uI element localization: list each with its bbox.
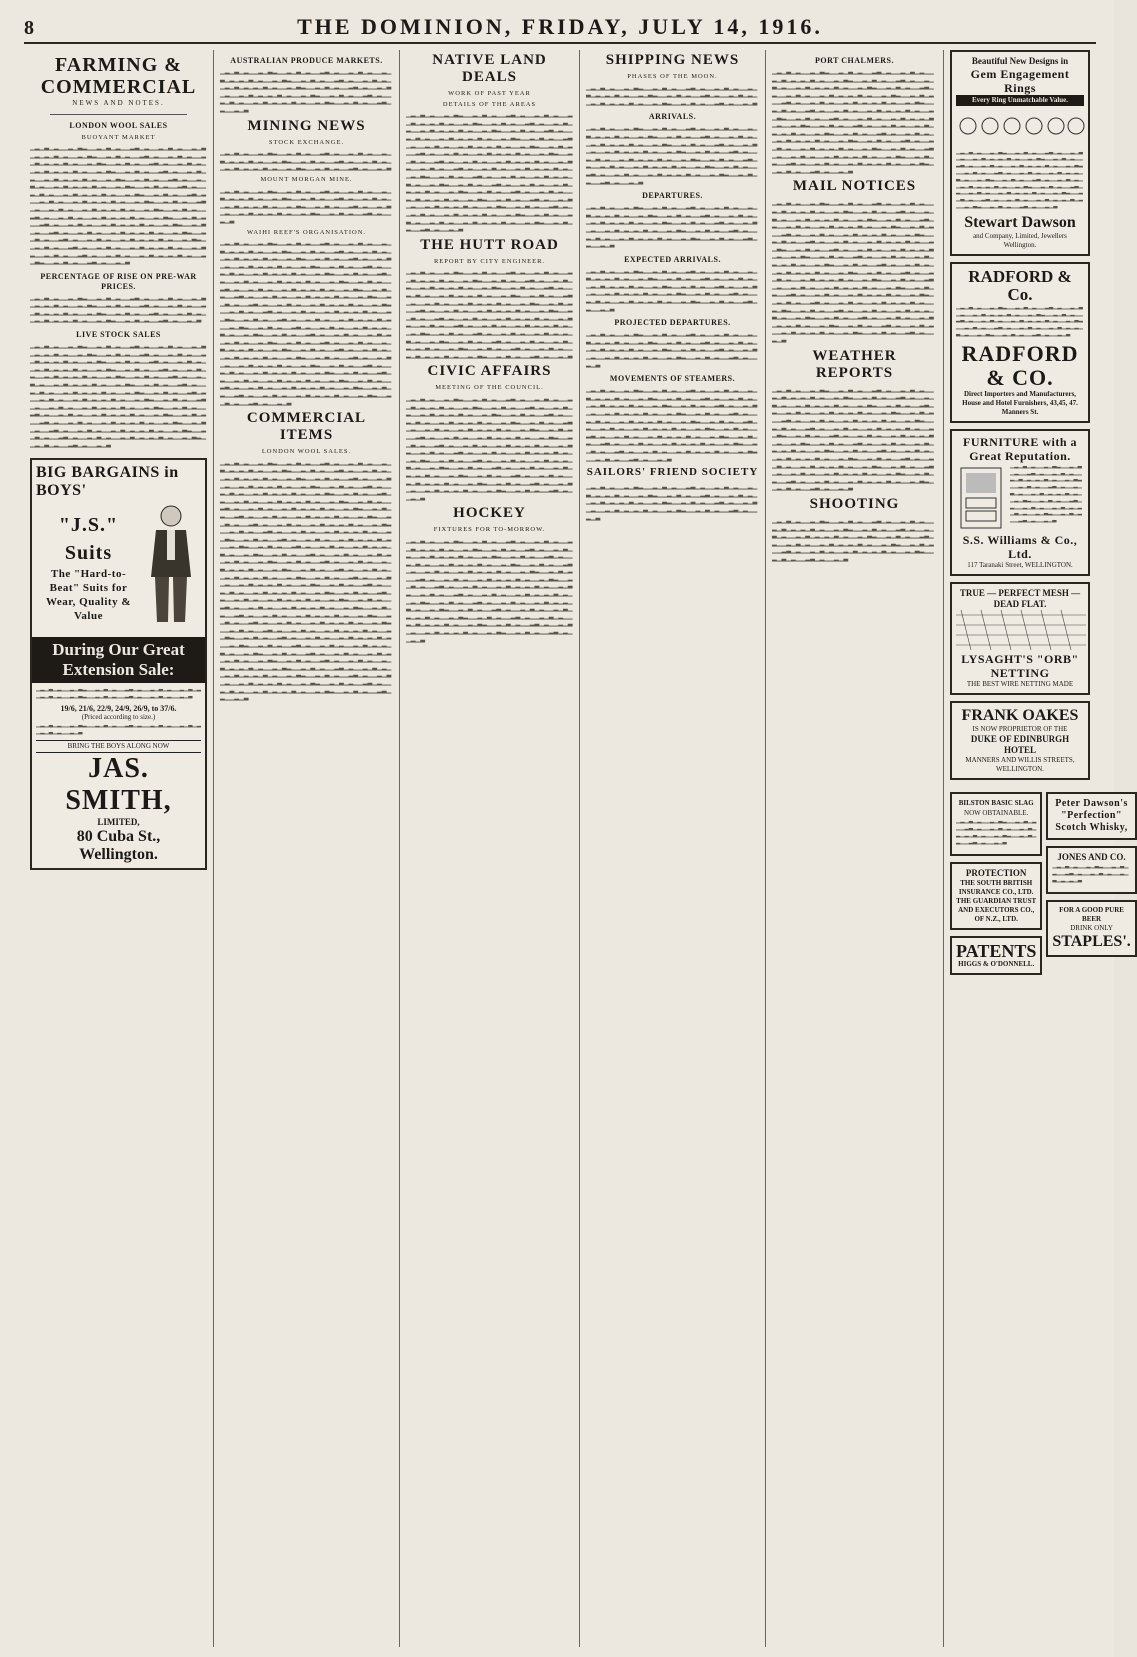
ad-williams-address: 117 Taranaki Street, WELLINGTON.	[967, 560, 1073, 569]
article-text: ▁▂▁▃▁▂▁▁▂▁▃▂▁▁▂▁▃▁▂▁▁▂▃▁▂▁▁▂▁▃▁▂▁▁▂▁▃▁▂▁▂▁▃▁▂▁▁▂▁▃▂▁▁▂▁▃▁▂▁▁▂▃▁▂▁▁▂▁▃▁▂▁▁▂▁▃▁▂▁▂▁▃▁▂▁▁▂▁▃▂▁▁▂▁▃▁▂▁▁▂▃▁▂▁▁▂▁▃	[586, 83, 758, 106]
headline-sailors-friend: SAILORS' FRIEND SOCIETY	[586, 466, 759, 479]
ad-patents-title: PATENTS	[956, 940, 1037, 961]
ad-frank-oakes-name: FRANK OAKES	[961, 707, 1079, 725]
article-text: ▁▂▁▃▁▂▁▁▂▁▃▂▁▁▂▁▃▁▂▁▁▂▃▁▂▁▁▂▁▃▁▂▁▁▂▁▃▁▂▁▂▁▃▁▂▁▁▂▁▃▂▁▁▂▁▃▁▂▁▁▂▃▁▂▁▁▂▁▃▁▂▁▁▂▁▃▁▂▁▂▁▃▁▂▁▁▂▁▃▂▁▁▂▁▃▁▂▁▁▂▃▁▂▁▁▂▁▃▁▂▁▁▂▁▃▁▂▁▂▁▃▁▂▁▁▂▁▃▂▁▁▂▁▃▁▂▁▁▂▃▁▂▁▁▂▁▃▁▂▁▁▂▁▃▁▂▁▂▁▃▁▂▁▁▂▁▃▂▁▁▂▁▃▁▂▁▁▂▃▁▂▁▁▂▁▃▁▂▁▁▂▁▃▁▂▁▂▁▃▁▂▁▁▂▁▃▂▁▁▂▁▃▁▂▁▁▂▃▁▂▁▁▂▁▃▁▂▁▁▂▁▃▁▂▁▂▁▃▁▂▁▁▂▁▃▂▁▁▂▁▃▁▂▁▁▂▃▁▂▁▁▂▁▃▁▂▁▁▂▁▃▁▂▁▂▁▃▁▂▁▁▂▁▃▂▁▁▂▁▃▁▂▁▁▂▃▁▂▁▁▂▁▃▁▂▁▁▂▁▃▁▂▁▂▁▃▁▂▁▁▂▁▃▂▁▁▂▁▃▁▂▁▁▂▃▁▂▁▁▂▁▃▁▂▁▁▂▁▃▁▂▁▂▁▃▁▂▁▁▂▁▃▂▁▁▂▁▃▁▂▁▁▂▃▁▂▁▁▂▁▃▁▂▁▁▂▁▃▁▂▁▂▁▃▁▂▁▁▂▁▃▂▁▁▂▁▃▁▂▁▁▂▃▁▂▁▁▂▁▃▁▂▁▁▂▁▃▁▂▁▂▁▃▁▂▁▁▂▁▃▂▁▁▂▁▃▁▂▁▁▂▃▁▂▁▁▂▁▃	[406, 536, 573, 643]
ad-staples: STAPLES'.	[1052, 932, 1131, 950]
ad-staples-beer	[1046, 900, 1136, 957]
ad-bring-boys: BRING THE BOYS ALONG NOW	[36, 740, 201, 753]
ad-patents	[950, 936, 1042, 975]
ad-prices-note: (Priced according to size.)	[81, 712, 156, 721]
ad-guardian-trust: THE GUARDIAN TRUST AND EXECUTORS CO., OF N.Z., LTD.	[956, 896, 1037, 923]
subhead-mount-morgan: MOUNT MORGAN MINE.	[260, 175, 353, 183]
article-text: ▁▂▁▃▁▂▁▁▂▁▃▂▁▁▂▁▃▁▂▁▁▂▃▁▂▁▁▂▁▃▁▂▁▁▂▁▃▁▂▁▂▁▃▁▂▁▁▂▁▃▂▁▁▂▁▃▁▂▁▁▂▃▁▂▁▁▂▁▃▁▂▁▁▂▁▃▁▂▁▂▁▃▁▂▁▁▂▁▃▂▁▁▂▁▃▁▂▁▁▂▃▁▂▁▁▂▁▃▁▂▁▁▂▁▃▁▂▁▂▁▃▁▂▁▁▂▁▃▂▁▁▂▁▃▁▂▁▁▂▃▁▂▁▁▂▁▃▁▂▁▁▂▁▃▁▂▁▂▁▃▁▂▁▁▂▁▃▂▁▁▂▁▃▁▂▁▁▂▃▁▂▁▁▂▁▃	[220, 68, 392, 113]
article-text: ▁▂▁▃▁▂▁▁▂▁▃▂▁▁▂▁▃▁▂▁▁▂▃▁▂▁▁▂▁▃▁▂▁▁▂▁▃▁▂▁▂▁▃▁▂▁▁▂▁▃▂▁▁▂▁▃▁▂▁▁▂▃▁▂▁▁▂▁▃▁▂▁▁▂▁▃▁▂▁▂▁▃▁▂▁▁▂▁▃▂▁▁▂▁▃▁▂▁▁▂▃▁▂▁▁▂▁▃▁▂▁▁▂▁▃▁▂▁▂▁▃▁▂▁▁▂▁▃▂▁▁▂▁▃▁▂▁▁▂▃▁▂▁▁▂▁▃▁▂▁▁▂▁▃▁▂▁▂▁▃▁▂▁▁▂▁▃▂▁▁▂▁▃▁▂▁▁▂▃▁▂▁▁▂▁▃▁▂▁▁▂▁▃▁▂▁▂▁▃▁▂▁▁▂▁▃▂▁▁▂▁▃▁▂▁▁▂▃▁▂▁▁▂▁▃▁▂▁▁▂▁▃▁▂▁▂▁▃▁▂▁▁▂▁▃▂▁▁▂▁▃▁▂▁▁▂▃▁▂▁▁▂▁▃▁▂▁▁▂▁▃▁▂▁▂▁▃▁▂▁▁▂▁▃▂▁▁▂▁▃▁▂▁▁▂▃▁▂▁▁▂▁▃▁▂▁▁▂▁▃▁▂▁▂▁▃▁▂▁▁▂▁▃▂▁▁▂▁▃▁▂▁▁▂▃▁▂▁▁▂▁▃	[586, 386, 758, 462]
article-text: ▁▂▁▃▁▂▁▁▂▁▃▂▁▁▂▁▃▁▂▁▁▂▃▁▂▁▁▂▁▃▁▂▁▁▂▁▃▁▂▁▂▁▃▁▂▁▁▂▁▃▂▁▁▂▁▃▁▂▁▁▂▃▁▂▁▁▂▁▃▁▂▁▁▂▁▃▁▂▁▂▁▃▁▂▁▁▂▁▃▂▁▁▂▁▃▁▂▁▁▂▃▁▂▁▁▂▁▃▁▂▁▁▂▁▃▁▂▁▂▁▃▁▂▁▁▂▁▃▂▁▁▂▁▃▁▂▁▁▂▃▁▂▁▁▂▁▃▁▂▁▁▂▁▃▁▂▁▂▁▃▁▂▁▁▂▁▃▂▁▁▂▁▃▁▂▁▁▂▃▁▂▁▁▂▁▃	[586, 266, 758, 312]
ad-radford	[950, 262, 1090, 423]
headline-commercial-items: COMMERCIAL ITEMS	[246, 410, 367, 444]
article-text: ▁▂▁▃▁▂▁▁▂▁▃▂▁▁▂▁▃▁▂▁▁▂▃▁▂▁▁▂▁▃▁▂▁▁▂▁▃▁▂▁▂▁▃▁▂▁▁▂▁▃▂▁▁▂▁▃▁▂▁▁▂▃▁▂▁▁▂▁▃▁▂▁▁▂▁▃▁▂▁▂▁▃▁▂▁▁▂▁▃▂▁▁▂▁▃▁▂▁▁▂▃▁▂▁▁▂▁▃▁▂▁▁▂▁▃▁▂▁▂▁▃▁▂▁▁▂▁▃▂▁▁▂▁▃▁▂▁▁▂▃▁▂▁▁▂▁▃▁▂▁▁▂▁▃▁▂▁▂▁▃▁▂▁▁▂▁▃▂▁▁▂▁▃▁▂▁▁▂▃▁▂▁▁▂▁▃▁▂▁▁▂▁▃▁▂▁▂▁▃▁▂▁▁▂▁▃▂▁▁▂▁▃▁▂▁▁▂▃▁▂▁▁▂▁▃▁▂▁▁▂▁▃▁▂▁▂▁▃▁▂▁▁▂▁▃▂▁▁▂▁▃▁▂▁▁▂▃▁▂▁▁▂▁▃▁▂▁▁▂▁▃▁▂▁▂▁▃▁▂▁▁▂▁▃▂▁▁▂▁▃▁▂▁▁▂▃▁▂▁▁▂▁▃▁▂▁▁▂▁▃▁▂▁▂▁▃▁▂▁▁▂▁▃▂▁▁▂▁▃▁▂▁▁▂▃▁▂▁▁▂▁▃▁▂▁▁▂▁▃▁▂▁▂▁▃▁▂▁▁▂▁▃▂▁▁▂▁▃▁▂▁▁▂▃▁▂▁▁▂▁▃▁▂▁▁▂▁▃▁▂▁▂▁▃▁▂▁▁▂▁▃▂▁▁▂▁▃▁▂▁▁▂▃▁▂▁▁▂▁▃▁▂▁▁▂▁▃▁▂▁▂▁▃▁▂▁▁▂▁▃▂▁▁▂▁▃▁▂▁▁▂▃▁▂▁▁▂▁▃	[772, 68, 934, 174]
page-number: 8	[24, 17, 34, 39]
subhead-details-areas: DETAILS OF THE AREAS	[442, 100, 537, 108]
ad-body: ▁▂▁▃▁▂▁▁▂▁▃▂▁▁▂▁▃▁▂▁▁▂▃▁▂▁▁▂▁▃▁▂▁▁▂▁▃▁▂▁▂▁▃▁▂▁▁▂▁▃▂▁▁▂▁▃▁▂▁▁▂▃▁▂▁▁▂▁▃▁▂▁▁▂▁▃▁▂▁▂▁▃▁▂▁▁▂▁▃▂▁▁▂▁▃▁▂▁▁▂▃▁▂▁▁▂▁▃▁▂▁▁▂▁▃▁▂▁▂▁▃▁▂▁▁▂▁▃▂▁▁▂▁▃▁▂▁▁▂▃▁▂▁▁▂▁▃▁▂▁▁▂▁▃▁▂▁▂▁▃▁▂▁▁▂▁▃▂▁▁▂▁▃▁▂▁▁▂▃▁▂▁▁▂▁▃▁▂▁▁▂▁▃▁▂▁▂▁▃▁▂▁▁▂▁▃▂▁▁▂▁▃▁▂▁▁▂▃▁▂▁▁▂▁▃▁▂▁▁▂▁▃▁▂▁▂▁▃▁▂▁▁▂▁▃▂▁▁▂▁▃▁▂▁▁▂▃▁▂▁▁▂▁▃	[956, 148, 1083, 209]
ad-bargains: BIG BARGAINS in BOYS'	[36, 464, 179, 500]
headline-shipping-news: SHIPPING NEWS	[605, 52, 740, 68]
ad-frank-oakes	[950, 701, 1090, 780]
ad-jas-smith	[30, 458, 207, 869]
ad-unmatchable: Every Ring Unmatchable Value.	[956, 95, 1084, 106]
subhead-waihi-reef: WAIHI REEF'S ORGANISATION.	[246, 228, 367, 236]
ad-body: ▁▂▁▃▁▂▁▁▂▁▃▂▁▁▂▁▃▁▂▁▁▂▃▁▂▁▁▂▁▃▁▂▁▁▂▁▃▁▂▁▂▁▃▁▂▁▁▂▁▃▂▁▁▂▁▃▁▂▁▁▂▃▁▂▁▁▂▁▃▁▂▁▁▂▁▃▁▂▁▂▁▃▁▂▁▁▂▁▃▂▁▁▂▁▃▁▂▁▁▂▃▁▂▁▁▂▁▃▁▂▁▁▂▁▃▁▂▁▂▁▃▁▂▁▁▂▁▃▂▁▁▂▁▃▁▂▁▁▂▃▁▂▁▁▂▁▃	[1010, 462, 1082, 524]
subhead-work-past-year: WORK OF PAST YEAR	[448, 90, 531, 97]
article-text: ▁▂▁▃▁▂▁▁▂▁▃▂▁▁▂▁▃▁▂▁▁▂▃▁▂▁▁▂▁▃▁▂▁▁▂▁▃▁▂▁▂▁▃▁▂▁▁▂▁▃▂▁▁▂▁▃▁▂▁▁▂▃▁▂▁▁▂▁▃▁▂▁▁▂▁▃▁▂▁▂▁▃▁▂▁▁▂▁▃▂▁▁▂▁▃▁▂▁▁▂▃▁▂▁▁▂▁▃▁▂▁▁▂▁▃▁▂▁▂▁▃▁▂▁▁▂▁▃▂▁▁▂▁▃▁▂▁▁▂▃▁▂▁▁▂▁▃▁▂▁▁▂▁▃▁▂▁▂▁▃▁▂▁▁▂▁▃▂▁▁▂▁▃▁▂▁▁▂▃▁▂▁▁▂▁▃▁▂▁▁▂▁▃▁▂▁▂▁▃▁▂▁▁▂▁▃▂▁▁▂▁▃▁▂▁▁▂▃▁▂▁▁▂▁▃▁▂▁▁▂▁▃▁▂▁▂▁▃▁▂▁▁▂▁▃▂▁▁▂▁▃▁▂▁▁▂▃▁▂▁▁▂▁▃▁▂▁▁▂▁▃▁▂▁▂▁▃▁▂▁▁▂▁▃▂▁▁▂▁▃▁▂▁▁▂▃▁▂▁▁▂▁▃▁▂▁▁▂▁▃▁▂▁▂▁▃▁▂▁▁▂▁▃▂▁▁▂▁▃▁▂▁▁▂▃▁▂▁▁▂▁▃▁▂▁▁▂▁▃▁▂▁▂▁▃▁▂▁▁▂▁▃▂▁▁▂▁▃▁▂▁▁▂▃▁▂▁▁▂▁▃▁▂▁▁▂▁▃▁▂▁▂▁▃▁▂▁▁▂▁▃▂▁▁▂▁▃▁▂▁▁▂▃▁▂▁▁▂▁▃▁▂▁▁▂▁▃▁▂▁▂▁▃▁▂▁▁▂▁▃▂▁▁▂▁▃▁▂▁▁▂▃▁▂▁▁▂▁▃	[406, 395, 573, 501]
article-text: ▁▂▁▃▁▂▁▁▂▁▃▂▁▁▂▁▃▁▂▁▁▂▃▁▂▁▁▂▁▃▁▂▁▁▂▁▃▁▂▁▂▁▃▁▂▁▁▂▁▃▂▁▁▂▁▃▁▂▁▁▂▃▁▂▁▁▂▁▃▁▂▁▁▂▁▃▁▂▁▂▁▃▁▂▁▁▂▁▃▂▁▁▂▁▃▁▂▁▁▂▃▁▂▁▁▂▁▃▁▂▁▁▂▁▃▁▂▁▂▁▃▁▂▁▁▂▁▃▂▁▁▂▁▃▁▂▁▁▂▃▁▂▁▁▂▁▃	[30, 293, 207, 324]
column-shipping	[580, 50, 766, 1647]
ad-higgs: HIGGS & O'DONNELL.	[958, 959, 1035, 968]
ad-gem-rings: Gem Engagement Rings	[970, 67, 1070, 95]
article-text: ▁▂▁▃▁▂▁▁▂▁▃▂▁▁▂▁▃▁▂▁▁▂▃▁▂▁▁▂▁▃▁▂▁▁▂▁▃▁▂▁▂▁▃▁▂▁▁▂▁▃▂▁▁▂▁▃▁▂▁▁▂▃▁▂▁▁▂▁▃▁▂▁▁▂▁▃▁▂▁▂▁▃▁▂▁▁▂▁▃▂▁▁▂▁▃▁▂▁▁▂▃▁▂▁▁▂▁▃▁▂▁▁▂▁▃▁▂▁▂▁▃▁▂▁▁▂▁▃▂▁▁▂▁▃▁▂▁▁▂▃▁▂▁▁▂▁▃▁▂▁▁▂▁▃▁▂▁▂▁▃▁▂▁▁▂▁▃▂▁▁▂▁▃▁▂▁▁▂▃▁▂▁▁▂▁▃	[586, 203, 758, 249]
article-text: ▁▂▁▃▁▂▁▁▂▁▃▂▁▁▂▁▃▁▂▁▁▂▃▁▂▁▁▂▁▃▁▂▁▁▂▁▃▁▂▁▂▁▃▁▂▁▁▂▁▃▂▁▁▂▁▃▁▂▁▁▂▃▁▂▁▁▂▁▃▁▂▁▁▂▁▃▁▂▁▂▁▃▁▂▁▁▂▁▃▂▁▁▂▁▃▁▂▁▁▂▃▁▂▁▁▂▁▃▁▂▁▁▂▁▃▁▂▁▂▁▃▁▂▁▁▂▁▃▂▁▁▂▁▃▁▂▁▁▂▃▁▂▁▁▂▁▃▁▂▁▁▂▁▃▁▂▁▂▁▃▁▂▁▁▂▁▃▂▁▁▂▁▃▁▂▁▁▂▃▁▂▁▁▂▁▃▁▂▁▁▂▁▃▁▂▁▂▁▃▁▂▁▁▂▁▃▂▁▁▂▁▃▁▂▁▁▂▃▁▂▁▁▂▁▃▁▂▁▁▂▁▃▁▂▁▂▁▃▁▂▁▁▂▁▃▂▁▁▂▁▃▁▂▁▁▂▃▁▂▁▁▂▁▃▁▂▁▁▂▁▃▁▂▁▂▁▃▁▂▁▁▂▁▃▂▁▁▂▁▃▁▂▁▁▂▃▁▂▁▁▂▁▃▁▂▁▁▂▁▃▁▂▁▂▁▃▁▂▁▁▂▁▃▂▁▁▂▁▃▁▂▁▁▂▃▁▂▁▁▂▁▃▁▂▁▁▂▁▃▁▂▁▂▁▃▁▂▁▁▂▁▃▂▁▁▂▁▃▁▂▁▁▂▃▁▂▁▁▂▁▃▁▂▁▁▂▁▃▁▂▁▂▁▃▁▂▁▁▂▁▃▂▁▁▂▁▃▁▂▁▁▂▃▁▂▁▁▂▁▃▁▂▁▁▂▁▃▁▂▁▂▁▃▁▂▁▁▂▁▃▂▁▁▂▁▃▁▂▁▁▂▃▁▂▁▁▂▁▃▁▂▁▁▂▁▃▁▂▁▂▁▃▁▂▁▁▂▁▃▂▁▁▂▁▃▁▂▁▁▂▃▁▂▁▁▂▁▃▁▂▁▁▂▁▃▁▂▁▂▁▃▁▂▁▁▂▁▃▂▁▁▂▁▃▁▂▁▁▂▃▁▂▁▁▂▁▃▁▂▁▁▂▁▃▁▂▁▂▁▃▁▂▁▁▂▁▃▂▁▁▂▁▃▁▂▁▁▂▃▁▂▁▁▂▁▃▁▂▁▁▂▁▃▁▂▁▂▁▃▁▂▁▁▂▁▃▂▁▁▂▁▃▁▂▁▁▂▃▁▂▁▁▂▁▃▁▂▁▁▂▁▃▁▂▁▂▁▃▁▂▁▁▂▁▃▂▁▁▂▁▃▁▂▁▁▂▃▁▂▁▁▂▁▃▁▂▁▁▂▁▃▁▂▁▂▁▃▁▂▁▁▂▁▃▂▁▁▂▁▃▁▂▁▁▂▃▁▂▁▁▂▁▃▁▂▁▁▂▁▃▁▂▁▂▁▃▁▂▁▁▂▁▃▂▁▁▂▁▃▁▂▁▁▂▃▁▂▁▁▂▁▃▁▂▁▁▂▁▃▁▂▁▂▁▃▁▂▁▁▂▁▃▂▁▁▂▁▃▁▂▁▁▂▃▁▂▁▁▂▁▃	[220, 239, 392, 406]
article-text: ▁▂▁▃▁▂▁▁▂▁▃▂▁▁▂▁▃▁▂▁▁▂▃▁▂▁▁▂▁▃▁▂▁▁▂▁▃▁▂▁▂▁▃▁▂▁▁▂▁▃▂▁▁▂▁▃▁▂▁▁▂▃▁▂▁▁▂▁▃▁▂▁▁▂▁▃▁▂▁▂▁▃▁▂▁▁▂▁▃▂▁▁▂▁▃▁▂▁▁▂▃▁▂▁▁▂▁▃▁▂▁▁▂▁▃▁▂▁▂▁▃▁▂▁▁▂▁▃▂▁▁▂▁▃▁▂▁▁▂▃▁▂▁▁▂▁▃▁▂▁▁▂▁▃▁▂▁▂▁▃▁▂▁▁▂▁▃▂▁▁▂▁▃▁▂▁▁▂▃▁▂▁▁▂▁▃	[772, 516, 934, 562]
ad-hard-to-beat: The "Hard-to-Beat" Suits for Wear, Quality & Value	[45, 568, 131, 623]
ad-south-british: THE SOUTH BRITISH INSURANCE CO., LTD.	[958, 878, 1034, 896]
article-text: ▁▂▁▃▁▂▁▁▂▁▃▂▁▁▂▁▃▁▂▁▁▂▃▁▂▁▁▂▁▃▁▂▁▁▂▁▃▁▂▁▂▁▃▁▂▁▁▂▁▃▂▁▁▂▁▃▁▂▁▁▂▃▁▂▁▁▂▁▃▁▂▁▁▂▁▃▁▂▁▂▁▃▁▂▁▁▂▁▃▂▁▁▂▁▃▁▂▁▁▂▃▁▂▁▁▂▁▃▁▂▁▁▂▁▃▁▂▁▂▁▃▁▂▁▁▂▁▃▂▁▁▂▁▃▁▂▁▁▂▃▁▂▁▁▂▁▃▁▂▁▁▂▁▃▁▂▁▂▁▃▁▂▁▁▂▁▃▂▁▁▂▁▃▁▂▁▁▂▃▁▂▁▁▂▁▃▁▂▁▁▂▁▃▁▂▁▂▁▃▁▂▁▁▂▁▃▂▁▁▂▁▃▁▂▁▁▂▃▁▂▁▁▂▁▃▁▂▁▁▂▁▃▁▂▁▂▁▃▁▂▁▁▂▁▃▂▁▁▂▁▃▁▂▁▁▂▃▁▂▁▁▂▁▃	[586, 124, 758, 185]
article-text: ▁▂▁▃▁▂▁▁▂▁▃▂▁▁▂▁▃▁▂▁▁▂▃▁▂▁▁▂▁▃▁▂▁▁▂▁▃▁▂▁▂▁▃▁▂▁▁▂▁▃▂▁▁▂▁▃▁▂▁▁▂▃▁▂▁▁▂▁▃▁▂▁▁▂▁▃▁▂▁▂▁▃▁▂▁▁▂▁▃▂▁▁▂▁▃▁▂▁▁▂▃▁▂▁▁▂▁▃▁▂▁▁▂▁▃▁▂▁▂▁▃▁▂▁▁▂▁▃▂▁▁▂▁▃▁▂▁▁▂▃▁▂▁▁▂▁▃	[220, 186, 392, 224]
ad-duke-hotel: DUKE OF EDINBURGH HOTEL	[970, 734, 1070, 756]
ad-body: ▁▂▁▃▁▂▁▁▂▁▃▂▁▁▂▁▃▁▂▁▁▂▃▁▂▁▁▂▁▃▁▂▁▁▂▁▃▁▂▁▂▁▃▁▂▁▁▂▁▃▂▁▁▂▁▃▁▂▁▁▂▃▁▂▁▁▂▁▃▁▂▁▁▂▁▃	[36, 686, 201, 700]
subhead-meeting-council: MEETING OF THE COUNCIL.	[435, 384, 544, 392]
section-title-farming: FARMING & COMMERCIAL	[40, 54, 197, 98]
headline-civic-affairs: CIVIC AFFAIRS	[427, 363, 552, 380]
masthead	[24, 14, 1096, 44]
headline-mining-news: MINING NEWS	[247, 117, 366, 134]
subhead-moon-phases: PHASES OF THE MOON.	[627, 73, 718, 80]
ad-williams-brand: S.S. Williams & Co., Ltd.	[962, 532, 1078, 561]
subhead-stock-exchange: STOCK EXCHANGE.	[268, 138, 345, 146]
ad-radford-address: Direct Importers and Manufacturers, House and Hotel Furnishers, 43,45, 47. Manners St.	[962, 389, 1078, 416]
ad-jones-co	[1046, 846, 1136, 893]
ad-jones-title: JONES AND CO.	[1057, 852, 1126, 863]
section-subtitle: NEWS AND NOTES.	[72, 99, 165, 107]
headline-arrivals: ARRIVALS.	[648, 112, 697, 122]
ad-furniture-headline: FURNITURE with a Great Reputation.	[962, 434, 1077, 463]
ad-body: ▁▂▁▃▁▂▁▁▂▁▃▂▁▁▂▁▃▁▂▁▁▂▃▁▂▁▁▂▁▃▁▂▁▁▂▁▃▁▂▁▂▁▃▁▂▁▁▂▁▃▂▁▁▂▁▃▁▂▁▁▂▃▁▂▁▁▂▁▃	[956, 818, 1037, 845]
article-text: ▁▂▁▃▁▂▁▁▂▁▃▂▁▁▂▁▃▁▂▁▁▂▃▁▂▁▁▂▁▃▁▂▁▁▂▁▃▁▂▁▂▁▃▁▂▁▁▂▁▃▂▁▁▂▁▃▁▂▁▁▂▃▁▂▁▁▂▁▃▁▂▁▁▂▁▃▁▂▁▂▁▃▁▂▁▁▂▁▃▂▁▁▂▁▃▁▂▁▁▂▃▁▂▁▁▂▁▃▁▂▁▁▂▁▃▁▂▁▂▁▃▁▂▁▁▂▁▃▂▁▁▂▁▃▁▂▁▁▂▃▁▂▁▁▂▁▃▁▂▁▁▂▁▃▁▂▁▂▁▃▁▂▁▁▂▁▃▂▁▁▂▁▃▁▂▁▁▂▃▁▂▁▁▂▁▃▁▂▁▁▂▁▃▁▂▁▂▁▃▁▂▁▁▂▁▃▂▁▁▂▁▃▁▂▁▁▂▃▁▂▁▁▂▁▃▁▂▁▁▂▁▃▁▂▁▂▁▃▁▂▁▁▂▁▃▂▁▁▂▁▃▁▂▁▁▂▃▁▂▁▁▂▁▃▁▂▁▁▂▁▃▁▂▁▂▁▃▁▂▁▁▂▁▃▂▁▁▂▁▃▁▂▁▁▂▃▁▂▁▁▂▁▃▁▂▁▁▂▁▃▁▂▁▂▁▃▁▂▁▁▂▁▃▂▁▁▂▁▃▁▂▁▁▂▃▁▂▁▁▂▁▃▁▂▁▁▂▁▃▁▂▁▂▁▃▁▂▁▁▂▁▃▂▁▁▂▁▃▁▂▁▁▂▃▁▂▁▁▂▁▃▁▂▁▁▂▁▃▁▂▁▂▁▃▁▂▁▁▂▁▃▂▁▁▂▁▃▁▂▁▁▂▃▁▂▁▁▂▁▃▁▂▁▁▂▁▃▁▂▁▂▁▃▁▂▁▁▂▁▃▂▁▁▂▁▃▁▂▁▁▂▃▁▂▁▁▂▁▃▁▂▁▁▂▁▃▁▂▁▂▁▃▁▂▁▁▂▁▃▂▁▁▂▁▃▁▂▁▁▂▃▁▂▁▁▂▁▃▁▂▁▁▂▁▃▁▂▁▂▁▃▁▂▁▁▂▁▃▂▁▁▂▁▃▁▂▁▁▂▃▁▂▁▁▂▁▃▁▂▁▁▂▁▃▁▂▁▂▁▃▁▂▁▁▂▁▃▂▁▁▂▁▃▁▂▁▁▂▃▁▂▁▁▂▁▃▁▂▁▁▂▁▃▁▂▁▂▁▃▁▂▁▁▂▁▃▂▁▁▂▁▃▁▂▁▁▂▃▁▂▁▁▂▁▃	[772, 199, 934, 343]
ad-bilston-slag	[950, 792, 1042, 855]
ad-peter-dawson	[1046, 792, 1136, 840]
article-text: ▁▂▁▃▁▂▁▁▂▁▃▂▁▁▂▁▃▁▂▁▁▂▃▁▂▁▁▂▁▃▁▂▁▁▂▁▃▁▂▁▂▁▃▁▂▁▁▂▁▃▂▁▁▂▁▃▁▂▁▁▂▃▁▂▁▁▂▁▃▁▂▁▁▂▁▃▁▂▁▂▁▃▁▂▁▁▂▁▃▂▁▁▂▁▃▁▂▁▁▂▃▁▂▁▁▂▁▃	[220, 149, 392, 172]
ad-bilston-sub: NOW OBTAINABLE.	[964, 809, 1029, 818]
column-mail-weather	[766, 50, 944, 1647]
headline-port-chalmers: PORT CHALMERS.	[814, 56, 895, 65]
ad-true-mesh: TRUE — PERFECT MESH — DEAD FLAT.	[959, 587, 1081, 609]
ad-stewart-dawson	[950, 50, 1090, 256]
article-text: ▁▂▁▃▁▂▁▁▂▁▃▂▁▁▂▁▃▁▂▁▁▂▃▁▂▁▁▂▁▃▁▂▁▁▂▁▃▁▂▁▂▁▃▁▂▁▁▂▁▃▂▁▁▂▁▃▁▂▁▁▂▃▁▂▁▁▂▁▃▁▂▁▁▂▁▃▁▂▁▂▁▃▁▂▁▁▂▁▃▂▁▁▂▁▃▁▂▁▁▂▃▁▂▁▁▂▁▃▁▂▁▁▂▁▃▁▂▁▂▁▃▁▂▁▁▂▁▃▂▁▁▂▁▃▁▂▁▁▂▃▁▂▁▁▂▁▃▁▂▁▁▂▁▃▁▂▁▂▁▃▁▂▁▁▂▁▃▂▁▁▂▁▃▁▂▁▁▂▃▁▂▁▁▂▁▃▁▂▁▁▂▁▃▁▂▁▂▁▃▁▂▁▁▂▁▃▂▁▁▂▁▃▁▂▁▁▂▃▁▂▁▁▂▁▃▁▂▁▁▂▁▃▁▂▁▂▁▃▁▂▁▁▂▁▃▂▁▁▂▁▃▁▂▁▁▂▃▁▂▁▁▂▁▃▁▂▁▁▂▁▃▁▂▁▂▁▃▁▂▁▁▂▁▃▂▁▁▂▁▃▁▂▁▁▂▃▁▂▁▁▂▁▃▁▂▁▁▂▁▃▁▂▁▂▁▃▁▂▁▁▂▁▃▂▁▁▂▁▃▁▂▁▁▂▃▁▂▁▁▂▁▃▁▂▁▁▂▁▃▁▂▁▂▁▃▁▂▁▁▂▁▃▂▁▁▂▁▃▁▂▁▁▂▃▁▂▁▁▂▁▃▁▂▁▁▂▁▃▁▂▁▂▁▃▁▂▁▁▂▁▃▂▁▁▂▁▃▁▂▁▁▂▃▁▂▁▁▂▁▃▁▂▁▁▂▁▃▁▂▁▂▁▃▁▂▁▁▂▁▃▂▁▁▂▁▃▁▂▁▁▂▃▁▂▁▁▂▁▃▁▂▁▁▂▁▃▁▂▁▂▁▃▁▂▁▁▂▁▃▂▁▁▂▁▃▁▂▁▁▂▃▁▂▁▁▂▁▃▁▂▁▁▂▁▃▁▂▁▂▁▃▁▂▁▁▂▁▃▂▁▁▂▁▃▁▂▁▁▂▃▁▂▁▁▂▁▃	[406, 111, 573, 233]
headline-hutt-road: THE HUTT ROAD	[420, 236, 559, 253]
ad-body: ▁▂▁▃▁▂▁▁▂▁▃▂▁▁▂▁▃▁▂▁▁▂▃▁▂▁▁▂▁▃▁▂▁▁▂▁▃▁▂▁▂▁▃▁▂▁▁▂▁▃	[36, 721, 201, 735]
ad-js-suits: "J.S." Suits	[58, 514, 119, 565]
furniture-illustration	[956, 463, 1006, 533]
subhead-fixtures: FIXTURES FOR TO-MORROW.	[433, 526, 546, 534]
headline-native-land: NATIVE LAND DEALS	[432, 52, 547, 85]
subhead-buoyant: BUOYANT MARKET	[81, 133, 156, 141]
article-text: ▁▂▁▃▁▂▁▁▂▁▃▂▁▁▂▁▃▁▂▁▁▂▃▁▂▁▁▂▁▃▁▂▁▁▂▁▃▁▂▁▂▁▃▁▂▁▁▂▁▃▂▁▁▂▁▃▁▂▁▁▂▃▁▂▁▁▂▁▃▁▂▁▁▂▁▃▁▂▁▂▁▃▁▂▁▁▂▁▃▂▁▁▂▁▃▁▂▁▁▂▃▁▂▁▁▂▁▃▁▂▁▁▂▁▃▁▂▁▂▁▃▁▂▁▁▂▁▃▂▁▁▂▁▃▁▂▁▁▂▃▁▂▁▁▂▁▃▁▂▁▁▂▁▃▁▂▁▂▁▃▁▂▁▁▂▁▃▂▁▁▂▁▃▁▂▁▁▂▃▁▂▁▁▂▁▃▁▂▁▁▂▁▃▁▂▁▂▁▃▁▂▁▁▂▁▃▂▁▁▂▁▃▁▂▁▁▂▃▁▂▁▁▂▁▃▁▂▁▁▂▁▃▁▂▁▂▁▃▁▂▁▁▂▁▃▂▁▁▂▁▃▁▂▁▁▂▃▁▂▁▁▂▁▃▁▂▁▁▂▁▃▁▂▁▂▁▃▁▂▁▁▂▁▃▂▁▁▂▁▃▁▂▁▁▂▃▁▂▁▁▂▁▃▁▂▁▁▂▁▃▁▂▁▂▁▃▁▂▁▁▂▁▃▂▁▁▂▁▃▁▂▁▁▂▃▁▂▁▁▂▁▃▁▂▁▁▂▁▃▁▂▁▂▁▃▁▂▁▁▂▁▃▂▁▁▂▁▃▁▂▁▁▂▃▁▂▁▁▂▁▃▁▂▁▁▂▁▃▁▂▁▂▁▃▁▂▁▁▂▁▃▂▁▁▂▁▃▁▂▁▁▂▃▁▂▁▁▂▁▃▁▂▁▁▂▁▃▁▂▁▂▁▃▁▂▁▁▂▁▃▂▁▁▂▁▃▁▂▁▁▂▃▁▂▁▁▂▁▃▁▂▁▁▂▁▃▁▂▁▂▁▃▁▂▁▁▂▁▃▂▁▁▂▁▃▁▂▁▁▂▃▁▂▁▁▂▁▃	[30, 342, 207, 448]
ad-protection	[950, 862, 1042, 930]
ad-prices: 19/6, 21/6, 22/9, 24/9, 26/9, to 37/6.	[60, 703, 177, 713]
headline-mail-notices: MAIL NOTICES	[792, 178, 917, 195]
ad-drink-only: DRINK ONLY	[1070, 923, 1113, 932]
ad-good-beer: FOR A GOOD PURE BEER	[1059, 905, 1124, 923]
column-markets	[214, 50, 400, 1647]
ad-beautiful-designs: Beautiful New Designs in	[971, 56, 1069, 66]
article-text: ▁▂▁▃▁▂▁▁▂▁▃▂▁▁▂▁▃▁▂▁▁▂▃▁▂▁▁▂▁▃▁▂▁▁▂▁▃▁▂▁▂▁▃▁▂▁▁▂▁▃▂▁▁▂▁▃▁▂▁▁▂▃▁▂▁▁▂▁▃▁▂▁▁▂▁▃▁▂▁▂▁▃▁▂▁▁▂▁▃▂▁▁▂▁▃▁▂▁▁▂▃▁▂▁▁▂▁▃▁▂▁▁▂▁▃▁▂▁▂▁▃▁▂▁▁▂▁▃▂▁▁▂▁▃▁▂▁▁▂▃▁▂▁▁▂▁▃	[586, 330, 758, 368]
subhead-city-engineer: REPORT BY CITY ENGINEER.	[433, 257, 546, 265]
article-text: ▁▂▁▃▁▂▁▁▂▁▃▂▁▁▂▁▃▁▂▁▁▂▃▁▂▁▁▂▁▃▁▂▁▁▂▁▃▁▂▁▂▁▃▁▂▁▁▂▁▃▂▁▁▂▁▃▁▂▁▁▂▃▁▂▁▁▂▁▃▁▂▁▁▂▁▃▁▂▁▂▁▃▁▂▁▁▂▁▃▂▁▁▂▁▃▁▂▁▁▂▃▁▂▁▁▂▁▃▁▂▁▁▂▁▃▁▂▁▂▁▃▁▂▁▁▂▁▃▂▁▁▂▁▃▁▂▁▁▂▃▁▂▁▁▂▁▃▁▂▁▁▂▁▃▁▂▁▂▁▃▁▂▁▁▂▁▃▂▁▁▂▁▃▁▂▁▁▂▃▁▂▁▁▂▁▃▁▂▁▁▂▁▃▁▂▁▂▁▃▁▂▁▁▂▁▃▂▁▁▂▁▃▁▂▁▁▂▃▁▂▁▁▂▁▃▁▂▁▁▂▁▃▁▂▁▂▁▃▁▂▁▁▂▁▃▂▁▁▂▁▃▁▂▁▁▂▃▁▂▁▁▂▁▃▁▂▁▁▂▁▃▁▂▁▂▁▃▁▂▁▁▂▁▃▂▁▁▂▁▃▁▂▁▁▂▃▁▂▁▁▂▁▃▁▂▁▁▂▁▃▁▂▁▂▁▃▁▂▁▁▂▁▃▂▁▁▂▁▃▁▂▁▁▂▃▁▂▁▁▂▁▃▁▂▁▁▂▁▃▁▂▁▂▁▃▁▂▁▁▂▁▃▂▁▁▂▁▃▁▂▁▁▂▃▁▂▁▁▂▁▃▁▂▁▁▂▁▃▁▂▁▂▁▃▁▂▁▁▂▁▃▂▁▁▂▁▃▁▂▁▁▂▃▁▂▁▁▂▁▃	[406, 268, 573, 359]
ad-stewart-dawson-sub: and Company, Limited, Jewellers Wellington.	[973, 231, 1067, 249]
headline-movements: MOVEMENTS OF STEAMERS.	[609, 374, 736, 384]
ad-body: ▁▂▁▃▁▂▁▁▂▁▃▂▁▁▂▁▃▁▂▁▁▂▃▁▂▁▁▂▁▃▁▂▁▁▂▁▃▁▂▁▂▁▃▁▂▁▁▂▁▃▂▁▁▂▁▃▁▂▁▁▂▃▁▂▁▁▂▁▃▁▂▁▁▂▁▃▁▂▁▂▁▃▁▂▁▁▂▁▃▂▁▁▂▁▃▁▂▁▁▂▃▁▂▁▁▂▁▃▁▂▁▁▂▁▃▁▂▁▂▁▃▁▂▁▁▂▁▃▂▁▁▂▁▃▁▂▁▁▂▃▁▂▁▁▂▁▃	[956, 303, 1083, 337]
ad-stewart-dawson-brand: Stewart Dawson	[964, 213, 1076, 231]
masthead-title: THE DOMINION, FRIDAY, JULY 14, 1916.	[297, 14, 823, 39]
headline-expected-arrivals: EXPECTED ARRIVALS.	[624, 254, 721, 264]
ad-lysaght-title: LYSAGHT'S "ORB" NETTING	[961, 652, 1079, 681]
article-text: ▁▂▁▃▁▂▁▁▂▁▃▂▁▁▂▁▃▁▂▁▁▂▃▁▂▁▁▂▁▃▁▂▁▁▂▁▃▁▂▁▂▁▃▁▂▁▁▂▁▃▂▁▁▂▁▃▁▂▁▁▂▃▁▂▁▁▂▁▃▁▂▁▁▂▁▃▁▂▁▂▁▃▁▂▁▁▂▁▃▂▁▁▂▁▃▁▂▁▁▂▃▁▂▁▁▂▁▃▁▂▁▁▂▁▃▁▂▁▂▁▃▁▂▁▁▂▁▃▂▁▁▂▁▃▁▂▁▁▂▃▁▂▁▁▂▁▃	[586, 483, 758, 521]
ad-lysaght-netting	[950, 582, 1090, 696]
article-text: ▁▂▁▃▁▂▁▁▂▁▃▂▁▁▂▁▃▁▂▁▁▂▃▁▂▁▁▂▁▃▁▂▁▁▂▁▃▁▂▁▂▁▃▁▂▁▁▂▁▃▂▁▁▂▁▃▁▂▁▁▂▃▁▂▁▁▂▁▃▁▂▁▁▂▁▃▁▂▁▂▁▃▁▂▁▁▂▁▃▂▁▁▂▁▃▁▂▁▁▂▃▁▂▁▁▂▁▃▁▂▁▁▂▁▃▁▂▁▂▁▃▁▂▁▁▂▁▃▂▁▁▂▁▃▁▂▁▁▂▃▁▂▁▁▂▁▃▁▂▁▁▂▁▃▁▂▁▂▁▃▁▂▁▁▂▁▃▂▁▁▂▁▃▁▂▁▁▂▃▁▂▁▁▂▁▃▁▂▁▁▂▁▃▁▂▁▂▁▃▁▂▁▁▂▁▃▂▁▁▂▁▃▁▂▁▁▂▃▁▂▁▁▂▁▃▁▂▁▁▂▁▃▁▂▁▂▁▃▁▂▁▁▂▁▃▂▁▁▂▁▃▁▂▁▁▂▃▁▂▁▁▂▁▃▁▂▁▁▂▁▃▁▂▁▂▁▃▁▂▁▁▂▁▃▂▁▁▂▁▃▁▂▁▁▂▃▁▂▁▁▂▁▃▁▂▁▁▂▁▃▁▂▁▂▁▃▁▂▁▁▂▁▃▂▁▁▂▁▃▁▂▁▁▂▃▁▂▁▁▂▁▃▁▂▁▁▂▁▃▁▂▁▂▁▃▁▂▁▁▂▁▃▂▁▁▂▁▃▁▂▁▁▂▃▁▂▁▁▂▁▃▁▂▁▁▂▁▃▁▂▁▂▁▃▁▂▁▁▂▁▃▂▁▁▂▁▃▁▂▁▁▂▃▁▂▁▁▂▁▃▁▂▁▁▂▁▃▁▂▁▂▁▃▁▂▁▁▂▁▃▂▁▁▂▁▃▁▂▁▁▂▃▁▂▁▁▂▁▃▁▂▁▁▂▁▃▁▂▁▂▁▃▁▂▁▁▂▁▃▂▁▁▂▁▃▁▂▁▁▂▃▁▂▁▁▂▁▃▁▂▁▁▂▁▃▁▂▁▂▁▃▁▂▁▁▂▁▃▂▁▁▂▁▃▁▂▁▁▂▃▁▂▁▁▂▁▃▁▂▁▁▂▁▃▁▂▁▂▁▃▁▂▁▁▂▁▃▂▁▁▂▁▃▁▂▁▁▂▃▁▂▁▁▂▁▃▁▂▁▁▂▁▃▁▂▁▂▁▃▁▂▁▁▂▁▃▂▁▁▂▁▃▁▂▁▁▂▃▁▂▁▁▂▁▃▁▂▁▁▂▁▃▁▂▁▂▁▃▁▂▁▁▂▁▃▂▁▁▂▁▃▁▂▁▁▂▃▁▂▁▁▂▁▃▁▂▁▁▂▁▃▁▂▁▂▁▃▁▂▁▁▂▁▃▂▁▁▂▁▃▁▂▁▁▂▃▁▂▁▁▂▁▃▁▂▁▁▂▁▃▁▂▁▂▁▃▁▂▁▁▂▁▃▂▁▁▂▁▃▁▂▁▁▂▃▁▂▁▁▂▁▃▁▂▁▁▂▁▃▁▂▁▂▁▃▁▂▁▁▂▁▃▂▁▁▂▁▃▁▂▁▁▂▃▁▂▁▁▂▁▃▁▂▁▁▂▁▃▁▂▁▂▁▃▁▂▁▁▂▁▃▂▁▁▂▁▃▁▂▁▁▂▃▁▂▁▁▂▁▃▁▂▁▁▂▁▃▁▂▁▂▁▃▁▂▁▁▂▁▃▂▁▁▂▁▃▁▂▁▁▂▃▁▂▁▁▂▁▃▁▂▁▁▂▁▃▁▂▁▂▁▃▁▂▁▁▂▁▃▂▁▁▂▁▃▁▂▁▁▂▃▁▂▁▁▂▁▃▁▂▁▁▂▁▃▁▂▁▂▁▃▁▂▁▁▂▁▃▂▁▁▂▁▃▁▂▁▁▂▃▁▂▁▁▂▁▃▁▂▁▁▂▁▃▁▂▁▂▁▃▁▂▁▁▂▁▃▂▁▁▂▁▃▁▂▁▁▂▃▁▂▁▁▂▁▃▁▂▁▁▂▁▃▁▂▁▂▁▃▁▂▁▁▂▁▃▂▁▁▂▁▃▁▂▁▁▂▃▁▂▁▁▂▁▃▁▂▁▁▂▁▃▁▂▁▂▁▃▁▂▁▁▂▁▃▂▁▁▂▁▃▁▂▁▁▂▃▁▂▁▁▂▁▃▁▂▁▁▂▁▃▁▂▁▂▁▃▁▂▁▁▂▁▃▂▁▁▂▁▃▁▂▁▁▂▃▁▂▁▁▂▁▃▁▂▁▁▂▁▃▁▂▁▂▁▃▁▂▁▁▂▁▃▂▁▁▂▁▃▁▂▁▁▂▃▁▂▁▁▂▁▃	[220, 458, 392, 702]
ad-store-limited: LIMITED,	[97, 816, 140, 827]
ad-whisky: Peter Dawson's "Perfection" Scotch Whisky,	[1055, 798, 1128, 834]
headline-shooting: SHOOTING	[809, 495, 900, 512]
headline-live-stock: LIVE STOCK SALES	[76, 330, 161, 340]
ad-hotel-address: MANNERS AND WILLIS STREETS, WELLINGTON.	[965, 756, 1075, 774]
headline-australian-produce: AUSTRALIAN PRODUCE MARKETS.	[230, 56, 383, 65]
column-native-land	[400, 50, 580, 1647]
netting-illustration	[956, 610, 1086, 650]
ad-store-address: 80 Cuba St., Wellington.	[76, 827, 161, 863]
ad-proprietor: IS NOW PROPRIETOR OF THE	[972, 725, 1068, 734]
ad-bilston-title: BILSTON BASIC SLAG	[958, 799, 1034, 808]
article-text: ▁▂▁▃▁▂▁▁▂▁▃▂▁▁▂▁▃▁▂▁▁▂▃▁▂▁▁▂▁▃▁▂▁▁▂▁▃▁▂▁▂▁▃▁▂▁▁▂▁▃▂▁▁▂▁▃▁▂▁▁▂▃▁▂▁▁▂▁▃▁▂▁▁▂▁▃▁▂▁▂▁▃▁▂▁▁▂▁▃▂▁▁▂▁▃▁▂▁▁▂▃▁▂▁▁▂▁▃▁▂▁▁▂▁▃▁▂▁▂▁▃▁▂▁▁▂▁▃▂▁▁▂▁▃▁▂▁▁▂▃▁▂▁▁▂▁▃▁▂▁▁▂▁▃▁▂▁▂▁▃▁▂▁▁▂▁▃▂▁▁▂▁▃▁▂▁▁▂▃▁▂▁▁▂▁▃▁▂▁▁▂▁▃▁▂▁▂▁▃▁▂▁▁▂▁▃▂▁▁▂▁▃▁▂▁▁▂▃▁▂▁▁▂▁▃▁▂▁▁▂▁▃▁▂▁▂▁▃▁▂▁▁▂▁▃▂▁▁▂▁▃▁▂▁▁▂▃▁▂▁▁▂▁▃▁▂▁▁▂▁▃▁▂▁▂▁▃▁▂▁▁▂▁▃▂▁▁▂▁▃▁▂▁▁▂▃▁▂▁▁▂▁▃▁▂▁▁▂▁▃▁▂▁▂▁▃▁▂▁▁▂▁▃▂▁▁▂▁▃▁▂▁▁▂▃▁▂▁▁▂▁▃▁▂▁▁▂▁▃▁▂▁▂▁▃▁▂▁▁▂▁▃▂▁▁▂▁▃▁▂▁▁▂▃▁▂▁▁▂▁▃▁▂▁▁▂▁▃▁▂▁▂▁▃▁▂▁▁▂▁▃▂▁▁▂▁▃▁▂▁▁▂▃▁▂▁▁▂▁▃▁▂▁▁▂▁▃▁▂▁▂▁▃▁▂▁▁▂▁▃▂▁▁▂▁▃▁▂▁▁▂▃▁▂▁▁▂▁▃	[772, 385, 934, 492]
ad-radford-logo: RADFORD & CO.	[961, 340, 1079, 390]
rings-illustration	[956, 106, 1086, 146]
headline-weather-reports: WEATHER REPORTS	[812, 347, 897, 381]
article-text: ▁▂▁▃▁▂▁▁▂▁▃▂▁▁▂▁▃▁▂▁▁▂▃▁▂▁▁▂▁▃▁▂▁▁▂▁▃▁▂▁▂▁▃▁▂▁▁▂▁▃▂▁▁▂▁▃▁▂▁▁▂▃▁▂▁▁▂▁▃▁▂▁▁▂▁▃▁▂▁▂▁▃▁▂▁▁▂▁▃▂▁▁▂▁▃▁▂▁▁▂▃▁▂▁▁▂▁▃▁▂▁▁▂▁▃▁▂▁▂▁▃▁▂▁▁▂▁▃▂▁▁▂▁▃▁▂▁▁▂▃▁▂▁▁▂▁▃▁▂▁▁▂▁▃▁▂▁▂▁▃▁▂▁▁▂▁▃▂▁▁▂▁▃▁▂▁▁▂▃▁▂▁▁▂▁▃▁▂▁▁▂▁▃▁▂▁▂▁▃▁▂▁▁▂▁▃▂▁▁▂▁▃▁▂▁▁▂▃▁▂▁▁▂▁▃▁▂▁▁▂▁▃▁▂▁▂▁▃▁▂▁▁▂▁▃▂▁▁▂▁▃▁▂▁▁▂▃▁▂▁▁▂▁▃▁▂▁▁▂▁▃▁▂▁▂▁▃▁▂▁▁▂▁▃▂▁▁▂▁▃▁▂▁▁▂▃▁▂▁▁▂▁▃▁▂▁▁▂▁▃▁▂▁▂▁▃▁▂▁▁▂▁▃▂▁▁▂▁▃▁▂▁▁▂▃▁▂▁▁▂▁▃▁▂▁▁▂▁▃▁▂▁▂▁▃▁▂▁▁▂▁▃▂▁▁▂▁▃▁▂▁▁▂▃▁▂▁▁▂▁▃▁▂▁▁▂▁▃▁▂▁▂▁▃▁▂▁▁▂▁▃▂▁▁▂▁▃▁▂▁▁▂▃▁▂▁▁▂▁▃▁▂▁▁▂▁▃▁▂▁▂▁▃▁▂▁▁▂▁▃▂▁▁▂▁▃▁▂▁▁▂▃▁▂▁▁▂▁▃▁▂▁▁▂▁▃▁▂▁▂▁▃▁▂▁▁▂▁▃▂▁▁▂▁▃▁▂▁▁▂▃▁▂▁▁▂▁▃▁▂▁▁▂▁▃▁▂▁▂▁▃▁▂▁▁▂▁▃▂▁▁▂▁▃▁▂▁▁▂▃▁▂▁▁▂▁▃▁▂▁▁▂▁▃▁▂▁▂▁▃▁▂▁▁▂▁▃▂▁▁▂▁▃▁▂▁▁▂▃▁▂▁▁▂▁▃	[30, 144, 207, 266]
headline-hockey: HOCKEY	[453, 505, 526, 522]
column-advertisements	[944, 50, 1131, 1647]
boy-suit-illustration	[141, 502, 201, 632]
ad-protection-title: PROTECTION	[965, 867, 1027, 878]
headline-percentage: PERCENTAGE OF RISE ON PRE-WAR PRICES.	[40, 271, 197, 291]
ad-store-name: JAS. SMITH,	[65, 752, 172, 816]
headline-projected-departures: PROJECTED DEPARTURES.	[614, 318, 731, 328]
headline-london-wool: LONDON WOOL SALES	[69, 120, 168, 130]
column-farming	[24, 50, 214, 1647]
subhead-london-wool: LONDON WOOL SALES.	[261, 448, 352, 456]
ad-radford-brand: RADFORD & Co.	[968, 266, 1072, 304]
headline-departures: DEPARTURES.	[642, 191, 703, 201]
ad-body: ▁▂▁▃▁▂▁▁▂▁▃▂▁▁▂▁▃▁▂▁▁▂▃▁▂▁▁▂▁▃▁▂▁▁▂▁▃▁▂▁▂▁▃	[1052, 863, 1129, 883]
ad-extension-sale: During Our Great Extension Sale:	[52, 640, 185, 680]
ad-lysaght-sub: THE BEST WIRE NETTING MADE	[966, 680, 1074, 689]
ad-williams-furniture	[950, 429, 1090, 576]
